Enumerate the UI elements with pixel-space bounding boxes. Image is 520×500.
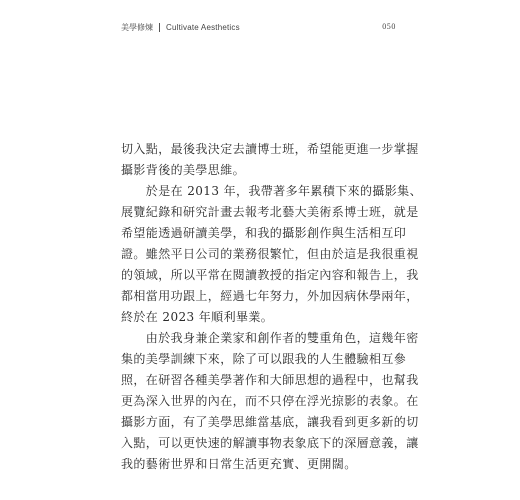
text-line: 的領域，所以平常在閱讀教授的指定內容和報告上，我 [121, 268, 419, 282]
header-title-group [121, 22, 240, 33]
text-line: 都相當用功跟上，經過七年努力，外加因病休學兩年， [121, 289, 419, 303]
text-line: 攝影方面，有了美學思維當基底，讓我看到更多新的切 [121, 415, 419, 429]
page-number: 050 [382, 22, 396, 31]
running-header [121, 22, 396, 38]
text-line: 由於我身兼企業家和創作者的雙重角色，這幾年密 [121, 331, 419, 345]
body-text [121, 139, 422, 475]
header-divider [159, 23, 160, 32]
book-title-english: Cultivate Aesthetics [166, 23, 240, 32]
text-line: 希望能透過研讀美學，和我的攝影創作與生活相互印 [121, 226, 407, 240]
text-line: 終於在 2023 年順利畢業。 [121, 310, 274, 324]
text-line: 切入點，最後我決定去讀博士班，希望能更進一步掌握 [121, 142, 419, 156]
text-line: 於是在 2013 年，我帶著多年累積下來的攝影集、 [121, 184, 422, 198]
book-title-chinese: 美學修煉 [121, 23, 153, 32]
text-line: 展覽紀錄和研究計畫去報考北藝大美術系博士班，就是 [121, 205, 419, 219]
text-line: 攝影背後的美學思維。 [121, 163, 246, 177]
text-line: 入點，可以更快速的解讀事物表象底下的深層意義，讓 [121, 436, 419, 450]
text-line: 照，在研習各種美學著作和大師思想的過程中，也幫我 [121, 373, 419, 387]
text-line: 更為深入世界的內在，而不只停在浮光掠影的表象。在 [121, 394, 419, 408]
text-line: 證。雖然平日公司的業務很繁忙，但由於這是我很重視 [121, 247, 419, 261]
text-line: 集的美學訓練下來，除了可以跟我的人生體驗相互參 [121, 352, 407, 366]
text-line: 我的藝術世界和日常生活更充實、更開闊。 [121, 457, 357, 471]
